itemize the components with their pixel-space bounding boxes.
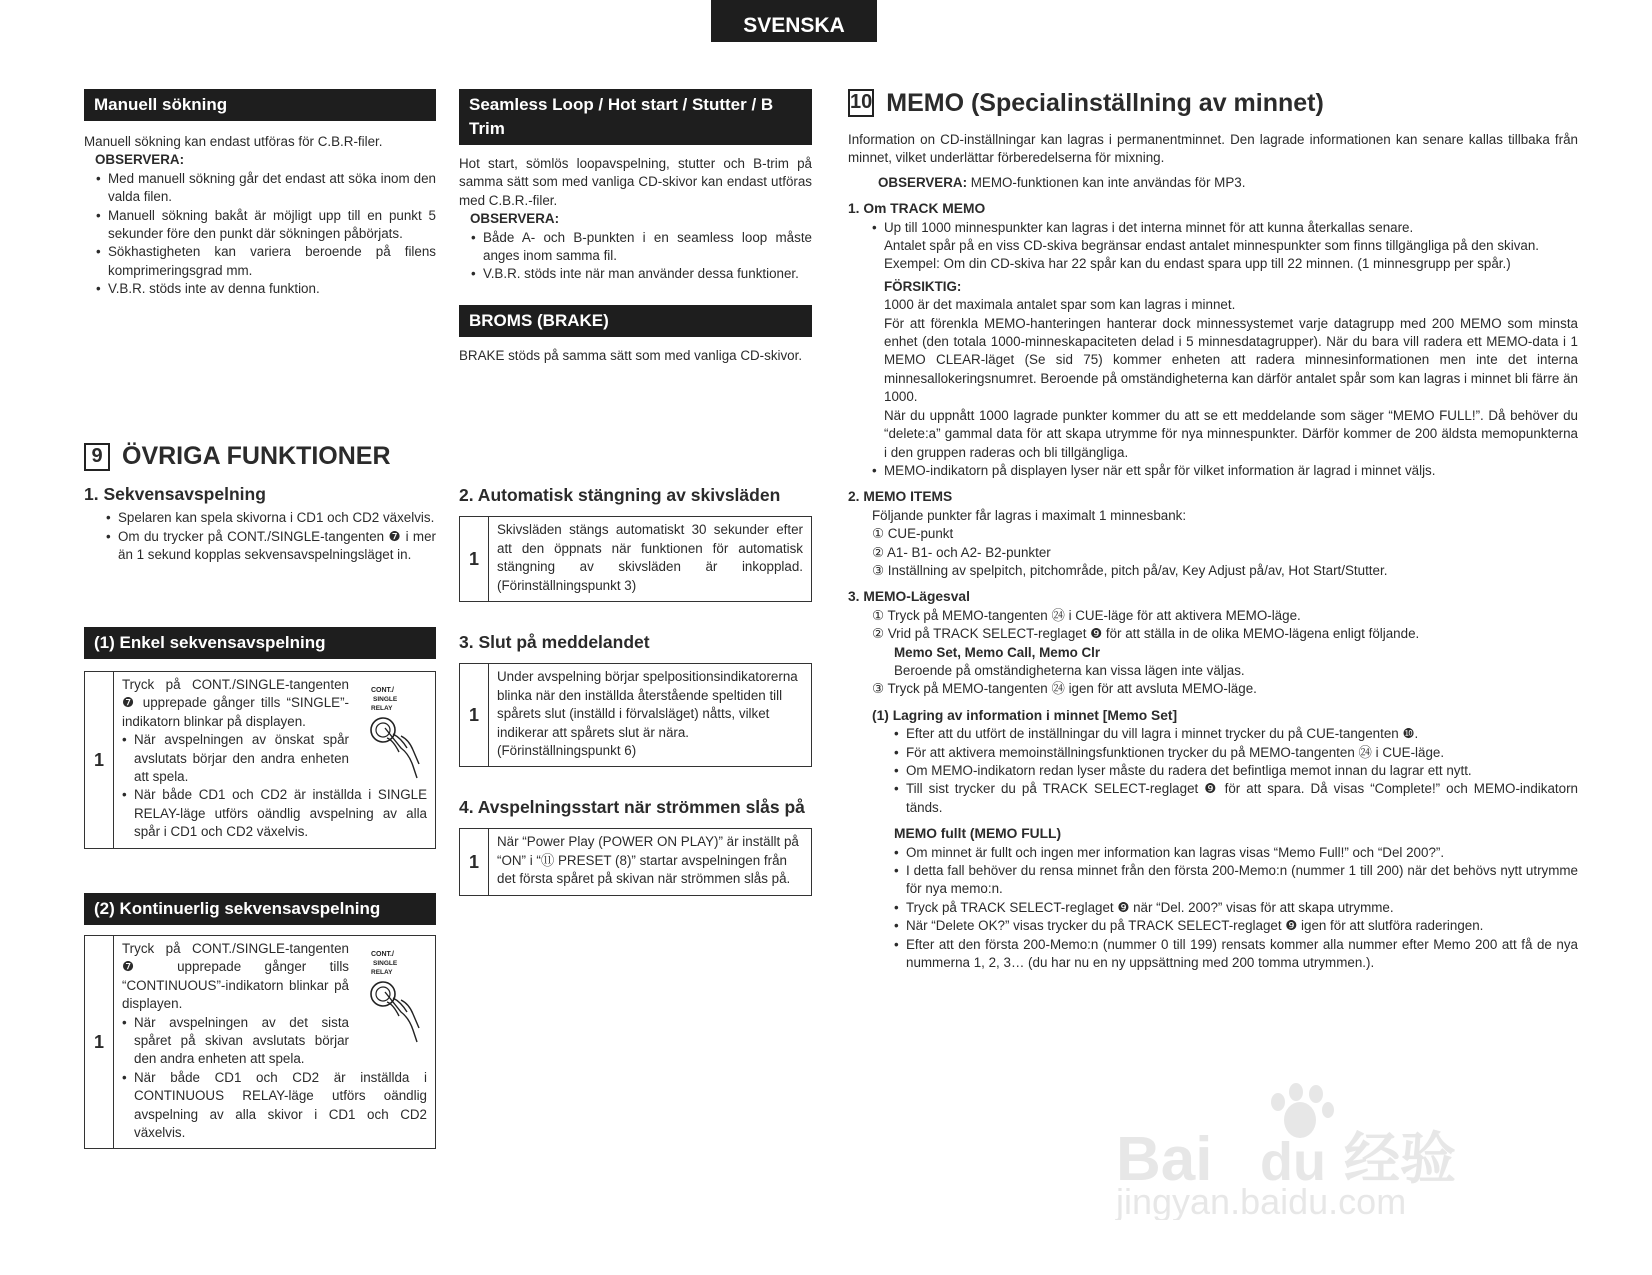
- baidu-watermark: [1112, 1080, 1492, 1220]
- list-item: • Om du trycker på CONT./SINGLE-tangenten ❼ i mer än 1 sekund kopplas sekvensavspelningsläget in.: [106, 528, 436, 565]
- seamless-intro: Hot start, sömlös loopavspelning, stutter och B-trim på samma sätt som med vanliga CD-skivor kan endast utföras med C.B.R.-filer.: [459, 156, 812, 208]
- list-item: • När “Delete OK?” visas trycker du på TRACK SELECT-reglaget ❾ igen för att slutföra raderingen.: [894, 917, 1578, 935]
- list-item: • Tryck på TRACK SELECT-reglaget ❾ när “Del. 200?” visas för att skapa utrymme.: [894, 899, 1578, 917]
- watermark-brand: Bai: [1116, 1125, 1213, 1194]
- list-item: • Med manuell sökning går det endast att söka inom den valda filen.: [96, 170, 436, 207]
- list-item: • I detta fall behöver du rensa minnet från den första 200-Memo:n (nummer 1 till 200) när det behövs nytt utrymme för nya memo:n.: [894, 862, 1578, 899]
- auto-close-heading: 2. Automatisk stängning av skivsläden: [459, 485, 781, 505]
- memo-modes-note: Beroende på omständigheterna kan vissa lägen inte väljas.: [894, 662, 1245, 678]
- memo-mode-step: ② Vrid på TRACK SELECT-reglaget ❾ för att ställa in de olika MEMO-lägena enligt följande.: [872, 626, 1420, 642]
- power-on-section: [459, 798, 812, 896]
- memo-mode-step: ③ Tryck på MEMO-tangenten ㉔ igen för att avsluta MEMO-läge.: [872, 681, 1257, 697]
- list-item: • V.B.R. stöds inte när man använder dessa funktioner.: [471, 265, 812, 283]
- manual-search-section: [84, 89, 436, 299]
- list-item: • Både A- och B-punkten i en seamless loop måste anges inom samma fil.: [471, 229, 812, 266]
- track-memo-heading: 1. Om TRACK MEMO: [848, 201, 986, 217]
- step-text: Tryck på CONT./SINGLE-tangenten ❼ upprepade gånger tills “CONTINUOUS”-indikatorn blinkar på displayen.: [122, 941, 349, 1012]
- icon-label-relay: RELAY: [371, 705, 393, 712]
- list-item: • Efter att du utfört de inställningar du vill lagra i minnet trycker du på CUE-tangenten ❿.: [894, 725, 1578, 743]
- caution-label: FÖRSIKTIG:: [884, 278, 962, 294]
- memo-note-text: MEMO-funktionen kan inte användas för MP3.: [967, 174, 1246, 190]
- caution-text-3: När du uppnått 1000 lagrade punkter kommer du att se ett meddelande som säger “MEMO FULL!”. Då behöver du “delete:a” gammal data för att skapa utrymme för nya minnespunkter. Därför kommer de 200 äldsta memopunkterna i den gruppen raderas och bli tillgängliga.: [884, 407, 1578, 460]
- seamless-bullets: [459, 229, 812, 284]
- auto-close-section: [459, 486, 812, 602]
- memo-section: [848, 89, 1578, 972]
- manual-search-heading: Manuell sökning: [84, 89, 436, 121]
- list-item: • När både CD1 och CD2 är inställda i SINGLE RELAY-läge utförs oändlig avspelning av alla spår i CD1 och CD2 växelvis.: [122, 786, 427, 841]
- watermark-brand2: du: [1260, 1132, 1326, 1192]
- track-memo-bullets-2: [848, 462, 1578, 480]
- other-functions-title: [84, 442, 391, 471]
- step-text: När “Power Play (POWER ON PLAY)” är inställt på “ON” i “⑪ PRESET (8)” startar avspelningen från det första spåret på skivan när strömmen slås på.: [497, 834, 799, 887]
- seamless-section: [459, 89, 812, 284]
- section-number-9: 9: [84, 443, 110, 471]
- memo-items-intro: Följande punkter får lagras i maximalt 1 minnesbank:: [872, 507, 1187, 523]
- list-item: • Om minnet är fullt och ingen mer information kan lagras visas “Memo Full!” och “Del 200?”.: [894, 844, 1578, 862]
- memo-item: ③ Inställning av spelpitch, pitchområde, pitch på/av, Key Adjust på/av, Hot Start/Stutter.: [872, 562, 1388, 578]
- track-memo-para2: Exempel: Om din CD-skiva har 22 spår kan du endast spara upp till 22 minnen. (1 minnesgrupp per spår.): [884, 256, 1511, 272]
- memo-note: [878, 174, 1578, 192]
- list-item: • V.B.R. stöds inte av denna funktion.: [96, 280, 436, 298]
- step-body: [114, 672, 435, 848]
- manual-search-intro: Manuell sökning kan endast utföras för C.B.R-filer.: [84, 134, 383, 149]
- list-item: • MEMO-indikatorn på displayen lyser när ett spår för vilket information är lagrad i minnet väljs.: [872, 462, 1578, 480]
- memo-title: [848, 89, 1578, 117]
- step-number: 1: [460, 664, 489, 766]
- memo-item: ② A1- B1- och A2- B2-punkter: [872, 544, 1051, 560]
- list-item: • När både CD1 och CD2 är inställda i CONTINUOUS RELAY-läge utförs oändlig avspelning av alla skivor i CD1 och CD2 växelvis.: [122, 1069, 427, 1143]
- list-item: • För att aktivera memoinställningsfunktionen trycker du på MEMO-tangenten ㉔ i CUE-läge.: [894, 744, 1578, 762]
- power-on-step: [459, 828, 812, 895]
- memo-store-bullets: [848, 725, 1578, 817]
- step-bullets: [122, 731, 427, 841]
- language-tab: SVENSKA: [711, 0, 877, 42]
- seamless-note-label: OBSERVERA:: [470, 211, 560, 227]
- memo-modes-label: Memo Set, Memo Call, Memo Clr: [894, 644, 1101, 660]
- list-item: • Till sist trycker du på TRACK SELECT-reglaget ❾ för att spara. Då visas “Complete!” och MEMO-indikatorn tänds.: [894, 780, 1578, 817]
- simple-sequence-heading: (1) Enkel sekvensavspelning: [84, 627, 436, 659]
- list-item: • Manuell sökning bakåt är möjligt upp till en punkt 5 sekunder före den punkt där sökningen påbörjats.: [96, 207, 436, 244]
- brake-text: BRAKE stöds på samma sätt som med vanliga CD-skivor.: [459, 348, 803, 363]
- icon-label-cont: CONT./: [371, 951, 394, 958]
- manual-search-bullets: [84, 170, 436, 299]
- step-text: Tryck på CONT./SINGLE-tangenten ❼ upprepade gånger tills “SINGLE”-indikatorn blinkar på displayen.: [122, 677, 349, 729]
- caution-text-2: För att förenkla MEMO-hanteringen hanterar dock minnessystemet varje datagrupp med 200 MEMO som minsta enhet (den totala 1000-minneskapaciteten delad i 5 minnesdatagrupper). När du bara vill radera ett MEMO-data i 1 MEMO CLEAR-läget (Se sid 75) kommer enheten att radera minnesinformationen men inte det interna minnesallokeringsnumret. Beroende på omständigheterna kan därför antalet spår som kan lagras i minnet bli färre än 1000.: [884, 315, 1578, 405]
- memo-note-label: OBSERVERA:: [878, 174, 968, 190]
- memo-intro: Information on CD-inställningar kan lagras i permanentminnet. Den lagrade informationen kan senare kallas tillbaka från minnet, vilket underlättar förberedelserna för mixning.: [848, 132, 1578, 166]
- watermark-logo: [1112, 1080, 1492, 1220]
- memo-item: ① CUE-punkt: [872, 526, 954, 542]
- continuous-sequence-step: [84, 935, 436, 1149]
- icon-label-single: SINGLE: [373, 696, 398, 703]
- other-functions-title-text: ÖVRIGA FUNKTIONER: [122, 442, 391, 470]
- power-on-heading: 4. Avspelningsstart när strömmen slås på: [459, 797, 805, 817]
- simple-sequence-section: [84, 627, 436, 849]
- step-number: 1: [85, 936, 114, 1148]
- memo-items-heading: 2. MEMO ITEMS: [848, 489, 953, 505]
- watermark-cn: 经验: [1344, 1127, 1456, 1192]
- step-number: 1: [460, 517, 489, 601]
- track-memo-bullets: [848, 219, 1578, 237]
- continuous-sequence-section: [84, 893, 436, 1149]
- end-message-section: [459, 633, 812, 767]
- list-item: • Up till 1000 minnespunkter kan lagras i det interna minnet för att kunna återkallas senare.: [872, 219, 1578, 237]
- step-text: Under avspelning börjar spelpositionsindikatorerna blinka när den inställda återstående speltiden till spårets slut (inställd i förvalsläget) nåtts, vilket indikerar att spårets slut är nära. (Förinställningspunkt 6): [497, 669, 798, 759]
- step-number: 1: [85, 672, 114, 848]
- section-number-10: 10: [848, 89, 874, 117]
- step-body: [114, 936, 435, 1148]
- auto-close-step: [459, 516, 812, 602]
- memo-modes-heading: 3. MEMO-Lägesval: [848, 589, 970, 605]
- watermark-url: jingyan.baidu.com: [1116, 1181, 1407, 1220]
- list-item: • Sökhastigheten kan variera beroende på filens komprimeringsgrad mm.: [96, 243, 436, 280]
- caution-text-1: 1000 är det maximala antalet spar som kan lagras i minnet.: [884, 297, 1236, 313]
- seamless-heading: Seamless Loop / Hot start / Stutter / B Trim: [459, 89, 812, 145]
- icon-label-single: SINGLE: [373, 960, 398, 967]
- icon-label-cont: CONT./: [371, 687, 394, 694]
- brake-section: [459, 305, 812, 365]
- list-item: • Om MEMO-indikatorn redan lyser måste du radera det befintliga memot innan du lagrar ett nytt.: [894, 762, 1578, 780]
- step-bullets: [122, 1014, 427, 1143]
- manual-search-note-label: OBSERVERA:: [95, 152, 185, 168]
- step-text: Skivsläden stängs automatiskt 30 sekunder efter att den öppnats när funktionen för automatisk stängning av skivsläden är inkopplad. (Förinställningspunkt 3): [497, 522, 803, 593]
- paw-icon: [1271, 1083, 1334, 1138]
- end-message-step: [459, 663, 812, 767]
- memo-store-heading: (1) Lagring av information i minnet [Memo Set]: [872, 707, 1178, 723]
- simple-sequence-step: [84, 671, 436, 849]
- sequence-section: [84, 485, 436, 565]
- memo-full-bullets: [848, 844, 1578, 973]
- memo-title-text: MEMO (Specialinställning av minnet): [886, 88, 1324, 117]
- list-item: • När avspelningen av det sista spåret på skivan avslutats börjar den andra enheten att spela.: [122, 1014, 427, 1069]
- list-item: • Efter att den första 200-Memo:n (nummer 0 till 199) rensats kommer alla nummer efter Memo 200 att få de nya nummerna 1, 2, 3… (du har nu en ny uppsättning med 200 tomma utrymmen.).: [894, 936, 1578, 973]
- memo-full-heading: MEMO fullt (MEMO FULL): [894, 826, 1062, 842]
- step-number: 1: [460, 829, 489, 894]
- end-message-heading: 3. Slut på meddelandet: [459, 632, 650, 652]
- list-item: • När avspelningen av önskat spår avslutats börjar den andra enheten att spela.: [122, 731, 427, 786]
- track-memo-para1: Antalet spår på en viss CD-skiva begränsar endast antalet minnespunkter som finns tillgängliga på den skivan.: [884, 238, 1540, 254]
- sequence-heading: 1. Sekvensavspelning: [84, 484, 266, 504]
- sequence-bullets: [84, 509, 436, 564]
- list-item: • Spelaren kan spela skivorna i CD1 och CD2 växelvis.: [106, 509, 436, 527]
- continuous-sequence-heading: (2) Kontinuerlig sekvensavspelning: [84, 893, 436, 925]
- brake-heading: BROMS (BRAKE): [459, 305, 812, 337]
- icon-label-relay: RELAY: [371, 969, 393, 976]
- memo-mode-step: ① Tryck på MEMO-tangenten ㉔ i CUE-läge för att aktivera MEMO-läge.: [872, 607, 1301, 623]
